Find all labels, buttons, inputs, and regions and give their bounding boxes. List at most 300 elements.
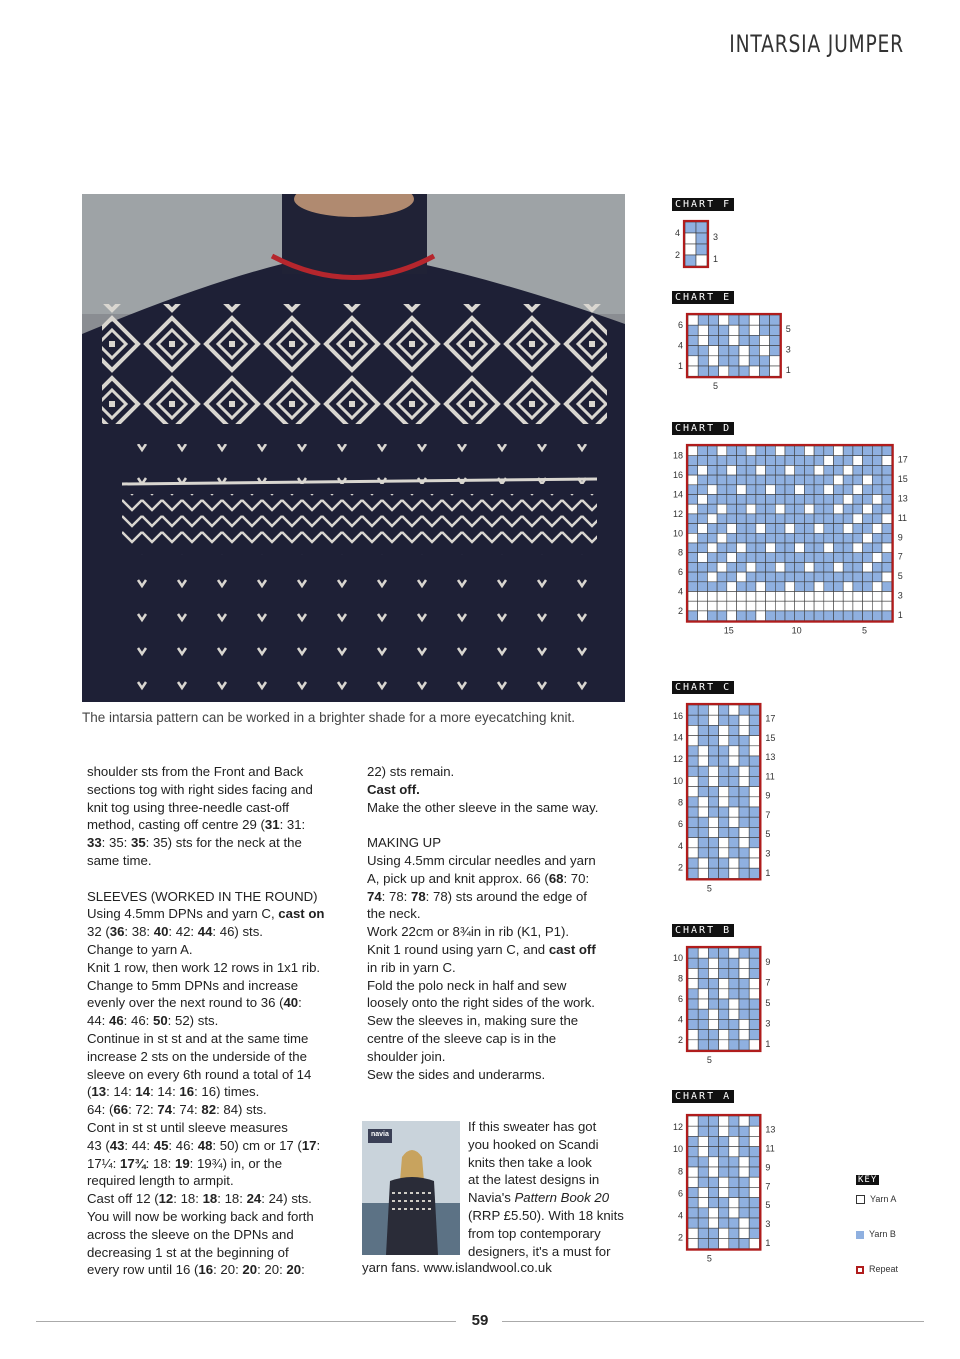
chart-cell — [688, 1177, 698, 1187]
chart-cell — [685, 255, 696, 266]
chart-cell — [785, 495, 795, 505]
chart-cell — [872, 465, 882, 475]
chart-cell — [824, 495, 834, 505]
chart-cell — [843, 601, 853, 611]
chart-cell — [766, 572, 776, 582]
chart-cell — [785, 524, 795, 534]
chart-cell — [719, 325, 729, 335]
chart-cell — [688, 705, 698, 715]
chart-cell — [759, 356, 769, 366]
chart-cell — [746, 524, 756, 534]
chart-cell — [766, 504, 776, 514]
chart-cell — [853, 533, 863, 543]
chart-cell — [688, 1238, 698, 1248]
chart-cell — [717, 524, 727, 534]
shoulder-paragraph: shoulder sts from the Front and Back sections tog with right sides facing and knit tog using three-needle cast-off method, casting off centre 29 (31: 31: 33: 35: 35: 35) sts for the neck at the same time. — [87, 764, 313, 868]
chart-cell — [688, 356, 698, 366]
chart-cell — [688, 485, 698, 495]
chart-cell — [775, 601, 785, 611]
chart-cell — [872, 495, 882, 505]
chart-cell — [688, 999, 698, 1009]
chart-cell — [698, 756, 708, 766]
chart-cell — [685, 233, 696, 244]
chart-cell — [719, 868, 729, 878]
chart-cell — [719, 1218, 729, 1228]
chart-cell — [863, 572, 873, 582]
chart-cell — [853, 485, 863, 495]
chart-cell — [749, 968, 759, 978]
chart-cell — [814, 465, 824, 475]
chart-cell — [756, 533, 766, 543]
chart-cell — [814, 582, 824, 592]
chart-cell — [882, 533, 892, 543]
chart-cell — [785, 562, 795, 572]
chart-cell — [843, 543, 853, 553]
row-number-left: 6 — [677, 320, 683, 331]
chart-cell — [872, 601, 882, 611]
chart-cell — [795, 562, 805, 572]
chart-cell — [698, 446, 708, 456]
chart-cell — [746, 504, 756, 514]
chart-cell — [863, 475, 873, 485]
chart-cell — [882, 446, 892, 456]
chart-cell — [863, 514, 873, 524]
sleeves-heading: SLEEVES (WORKED IN THE ROUND) — [87, 888, 318, 904]
chart-cell — [727, 456, 737, 466]
row-number-left: 2 — [677, 862, 683, 873]
chart-cell — [708, 1116, 718, 1126]
chart-cell — [698, 335, 708, 345]
chart-cell — [739, 979, 749, 989]
row-number-right: 15 — [897, 474, 908, 485]
chart-cell — [882, 504, 892, 514]
chart-cell — [729, 1147, 739, 1157]
chart-cell — [756, 543, 766, 553]
stitch-number: 10 — [791, 625, 802, 636]
chart-cell — [729, 756, 739, 766]
chart-cell — [863, 553, 873, 563]
chart-cell — [708, 715, 718, 725]
row-number-right: 1 — [713, 254, 719, 264]
chart-cell — [719, 1228, 729, 1238]
chart-cell — [739, 746, 749, 756]
chart-b-grid — [687, 947, 760, 1051]
chart-cell — [863, 533, 873, 543]
chart-cell — [688, 807, 698, 817]
chart-cell — [698, 1030, 708, 1040]
row-number-left: 10 — [672, 775, 683, 786]
chart-cell — [729, 999, 739, 1009]
row-number-left: 10 — [672, 1144, 683, 1155]
row-number-left: 8 — [677, 973, 683, 984]
chart-cell — [834, 456, 844, 466]
chart-cell — [739, 827, 749, 837]
chart-cell — [698, 553, 708, 563]
chart-cell — [770, 366, 780, 376]
chart-cell — [766, 446, 776, 456]
chart-cell — [739, 776, 749, 786]
chart-cell — [863, 601, 873, 611]
chart-cell — [814, 524, 824, 534]
chart-cell — [882, 543, 892, 553]
chart-cell — [719, 366, 729, 376]
chart-cell — [729, 958, 739, 968]
chart-cell — [746, 601, 756, 611]
chart-cell — [707, 504, 717, 514]
chart-cell — [698, 868, 708, 878]
chart-cell — [737, 572, 747, 582]
chart-cell — [766, 553, 776, 563]
row-number-left: 12 — [672, 508, 683, 519]
chart-cell — [882, 456, 892, 466]
chart-cell — [766, 601, 776, 611]
chart-d-grid — [687, 445, 893, 622]
chart-cell — [727, 504, 737, 514]
chart-cell — [688, 715, 698, 725]
chart-cell — [853, 495, 863, 505]
row-number-left: 6 — [677, 567, 683, 578]
chart-cell — [688, 524, 698, 534]
chart-cell — [717, 504, 727, 514]
chart-a-label: CHART A — [672, 1090, 734, 1103]
chart-cell — [707, 582, 717, 592]
row-number-right: 3 — [765, 1018, 771, 1029]
chart-cell — [804, 504, 814, 514]
making-up-heading: MAKING UP — [367, 835, 442, 851]
chart-cell — [727, 465, 737, 475]
chart-cell — [785, 611, 795, 621]
chart-cell — [698, 1167, 708, 1177]
chart-cell — [804, 514, 814, 524]
chart-cell — [729, 807, 739, 817]
chart-cell — [739, 705, 749, 715]
chart-cell — [749, 999, 759, 1009]
chart-cell — [708, 979, 718, 989]
chart-cell — [729, 1157, 739, 1167]
chart-cell — [739, 766, 749, 776]
chart-cell — [749, 346, 759, 356]
chart-cell — [719, 948, 729, 958]
chart-cell — [708, 356, 718, 366]
chart-cell — [775, 504, 785, 514]
chart-cell — [729, 858, 739, 868]
chart-cell — [843, 592, 853, 602]
chart-cell — [824, 553, 834, 563]
chart-cell — [737, 485, 747, 495]
chart-cell — [739, 948, 749, 958]
chart-cell — [698, 979, 708, 989]
chart-cell — [775, 485, 785, 495]
chart-cell — [698, 456, 708, 466]
chart-cell — [739, 366, 749, 376]
chart-cell — [739, 848, 749, 858]
chart-cell — [698, 766, 708, 776]
chart-cell — [727, 533, 737, 543]
chart-cell — [814, 485, 824, 495]
chart-cell — [853, 562, 863, 572]
chart-cell — [729, 979, 739, 989]
chart-cell — [872, 572, 882, 582]
chart-cell — [729, 787, 739, 797]
chart-cell — [688, 1147, 698, 1157]
chart-cell — [814, 553, 824, 563]
chart-cell — [739, 868, 749, 878]
chart-cell — [863, 504, 873, 514]
chart-cell — [795, 533, 805, 543]
chart-cell — [749, 1157, 759, 1167]
chart-cell — [785, 446, 795, 456]
row-number-right: 5 — [785, 324, 791, 335]
chart-cell — [804, 446, 814, 456]
chart-cell — [729, 335, 739, 345]
chart-cell — [717, 456, 727, 466]
chart-cell — [824, 533, 834, 543]
chart-cell — [834, 582, 844, 592]
chart-cell — [688, 725, 698, 735]
chart-cell — [863, 485, 873, 495]
chart-cell — [749, 1208, 759, 1218]
chart-cell — [729, 1238, 739, 1248]
chart-cell — [688, 514, 698, 524]
chart-cell — [688, 1167, 698, 1177]
chart-cell — [729, 356, 739, 366]
chart-cell — [729, 848, 739, 858]
chart-cell — [727, 553, 737, 563]
chart-cell — [688, 1019, 698, 1029]
chart-cell — [719, 817, 729, 827]
chart-cell — [749, 1198, 759, 1208]
chart-cell — [698, 958, 708, 968]
chart-cell — [749, 1187, 759, 1197]
chart-cell — [804, 592, 814, 602]
chart-cell — [749, 705, 759, 715]
stitch-number: 5 — [713, 381, 719, 392]
chart-cell — [719, 1009, 729, 1019]
chart-cell — [749, 756, 759, 766]
chart-cell — [707, 543, 717, 553]
chart-cell — [698, 495, 708, 505]
chart-cell — [719, 827, 729, 837]
chart-cell — [766, 524, 776, 534]
chart-cell — [708, 1009, 718, 1019]
chart-cell — [853, 611, 863, 621]
row-number-left: 2 — [677, 605, 683, 616]
chart-cell — [707, 553, 717, 563]
row-number-right: 7 — [765, 809, 771, 820]
chart-cell — [708, 746, 718, 756]
chart-cell — [739, 1030, 749, 1040]
chart-cell — [795, 524, 805, 534]
chart-cell — [853, 524, 863, 534]
chart-cell — [698, 776, 708, 786]
chart-cell — [739, 858, 749, 868]
chart-cell — [708, 325, 718, 335]
chart-cell — [688, 827, 698, 837]
chart-cell — [775, 562, 785, 572]
chart-cell — [739, 335, 749, 345]
chart-cell — [698, 524, 708, 534]
chart-cell — [824, 592, 834, 602]
chart-cell — [843, 533, 853, 543]
chart-cell — [863, 456, 873, 466]
chart-cell — [708, 797, 718, 807]
chart-cell — [688, 572, 698, 582]
row-number-right: 9 — [765, 790, 771, 801]
chart-cell — [719, 1238, 729, 1248]
chart-cell — [719, 776, 729, 786]
chart-cell — [707, 465, 717, 475]
row-number-left: 4 — [674, 228, 680, 238]
chart-cell — [756, 601, 766, 611]
chart-cell — [717, 582, 727, 592]
chart-cell — [785, 543, 795, 553]
chart-cell — [834, 533, 844, 543]
chart-cell — [696, 244, 707, 255]
chart-cell — [739, 989, 749, 999]
chart-cell — [795, 611, 805, 621]
row-number-right: 1 — [765, 1038, 771, 1049]
chart-cell — [698, 582, 708, 592]
promo-link[interactable]: yarn fans. www.islandwool.co.uk — [362, 1260, 552, 1275]
chart-cell — [872, 611, 882, 621]
chart-cell — [727, 495, 737, 505]
chart-cell — [843, 562, 853, 572]
row-number-right: 5 — [765, 829, 771, 840]
chart-cell — [814, 456, 824, 466]
chart-cell — [872, 592, 882, 602]
chart-cell — [688, 1116, 698, 1126]
chart-cell — [795, 465, 805, 475]
chart-cell — [737, 514, 747, 524]
chart-cell — [795, 446, 805, 456]
chart-cell — [729, 325, 739, 335]
row-number-left: 6 — [677, 819, 683, 830]
chart-cell — [739, 725, 749, 735]
chart-cell — [698, 611, 708, 621]
chart-cell — [729, 968, 739, 978]
chart-cell — [719, 725, 729, 735]
chart-cell — [708, 968, 718, 978]
chart-cell — [719, 858, 729, 868]
row-number-right: 13 — [897, 493, 908, 504]
chart-cell — [698, 1147, 708, 1157]
chart-cell — [749, 958, 759, 968]
chart-cell — [698, 827, 708, 837]
chart-cell — [688, 504, 698, 514]
chart-cell — [698, 1116, 708, 1126]
chart-cell — [688, 366, 698, 376]
row-number-left: 8 — [677, 797, 683, 808]
chart-cell — [708, 1136, 718, 1146]
chart-cell — [749, 868, 759, 878]
chart-cell — [843, 572, 853, 582]
chart-cell — [872, 533, 882, 543]
chart-cell — [719, 1019, 729, 1029]
chart-cell — [882, 465, 892, 475]
chart-cell — [775, 592, 785, 602]
chart-cell — [756, 465, 766, 475]
yarn-b-swatch — [856, 1231, 864, 1239]
row-number-right: 7 — [765, 977, 771, 988]
chart-cell — [729, 1019, 739, 1029]
sleeve-finish: 22) sts remain. Cast off. Make the other sleeve in the same way. — [367, 764, 599, 815]
stitch-number: 5 — [706, 1253, 712, 1264]
chart-cell — [785, 504, 795, 514]
chart-cell — [717, 592, 727, 602]
chart-cell — [795, 475, 805, 485]
row-number-left: 8 — [677, 1166, 683, 1177]
chart-cell — [688, 868, 698, 878]
chart-cell — [882, 514, 892, 524]
chart-cell — [698, 533, 708, 543]
chart-cell — [688, 335, 698, 345]
row-number-right: 17 — [765, 713, 776, 724]
chart-cell — [766, 592, 776, 602]
sleeves-instructions: Using 4.5mm DPNs and yarn C, cast on 32 (36: 38: 40: 42: 44: 46) sts. Change to yarn A. Knit 1 row, then work 12 rows in 1x1 rib. Change to 5mm DPNs and increase evenly over the next round to 36 (40: 44: 46: 46: 50: 52) sts. Continue in st st and at the same time increase 2 sts on the underside of the sleeve on every 6th round a total of 14 (13: 14: 14: 14: 16: 16) times. 64: (66: 72: 74: 74: 82: 84) sts. Cont in st st until sleeve measures 43 (43: 44: 45: 46: 48: 50) cm or 17 (17: 17¼: 17¾: 18: 19: 19¾) in, or the required length to armpit. Cast off 12 (12: 18: 18: 18: 24: 24) sts. You will now be working back and forth across the sleeve on the DPNs and decreasing 1 st at the beginning of every row until 16 (16: 20: 20: 20: 20: — [87, 906, 325, 1278]
chart-cell — [834, 446, 844, 456]
chart-cell — [688, 1030, 698, 1040]
chart-cell — [729, 948, 739, 958]
chart-cell — [719, 1157, 729, 1167]
chart-cell — [708, 346, 718, 356]
chart-cell — [749, 1116, 759, 1126]
chart-cell — [770, 356, 780, 366]
chart-cell — [688, 1157, 698, 1167]
chart-cell — [698, 504, 708, 514]
chart-cell — [688, 1208, 698, 1218]
chart-cell — [708, 705, 718, 715]
chart-cell — [739, 999, 749, 1009]
chart-cell — [814, 514, 824, 524]
chart-cell — [834, 601, 844, 611]
chart-cell — [739, 1147, 749, 1157]
chart-cell — [739, 787, 749, 797]
chart-cell — [766, 562, 776, 572]
chart-cell — [749, 858, 759, 868]
chart-cell — [882, 601, 892, 611]
chart-cell — [737, 601, 747, 611]
chart-cell — [775, 446, 785, 456]
chart-cell — [708, 315, 718, 325]
chart-cell — [775, 456, 785, 466]
chart-cell — [749, 736, 759, 746]
chart-cell — [756, 562, 766, 572]
chart-cell — [749, 1009, 759, 1019]
chart-cell — [708, 1198, 718, 1208]
chart-cell — [785, 456, 795, 466]
chart-cell — [775, 533, 785, 543]
chart-cell — [834, 465, 844, 475]
chart-cell — [719, 999, 729, 1009]
chart-cell — [698, 725, 708, 735]
footer-rule-right — [502, 1321, 924, 1322]
chart-cell — [843, 485, 853, 495]
chart-cell — [834, 543, 844, 553]
chart-cell — [863, 543, 873, 553]
row-number-right: 9 — [897, 532, 903, 543]
chart-cell — [882, 572, 892, 582]
chart-cell — [824, 456, 834, 466]
chart-cell — [785, 475, 795, 485]
key-yarn-b: Yarn B — [856, 1229, 896, 1239]
chart-cell — [717, 601, 727, 611]
chart-cell — [727, 562, 737, 572]
chart-cell — [746, 592, 756, 602]
chart-cell — [708, 1157, 718, 1167]
row-number-left: 12 — [672, 754, 683, 765]
chart-cell — [804, 543, 814, 553]
chart-cell — [727, 543, 737, 553]
